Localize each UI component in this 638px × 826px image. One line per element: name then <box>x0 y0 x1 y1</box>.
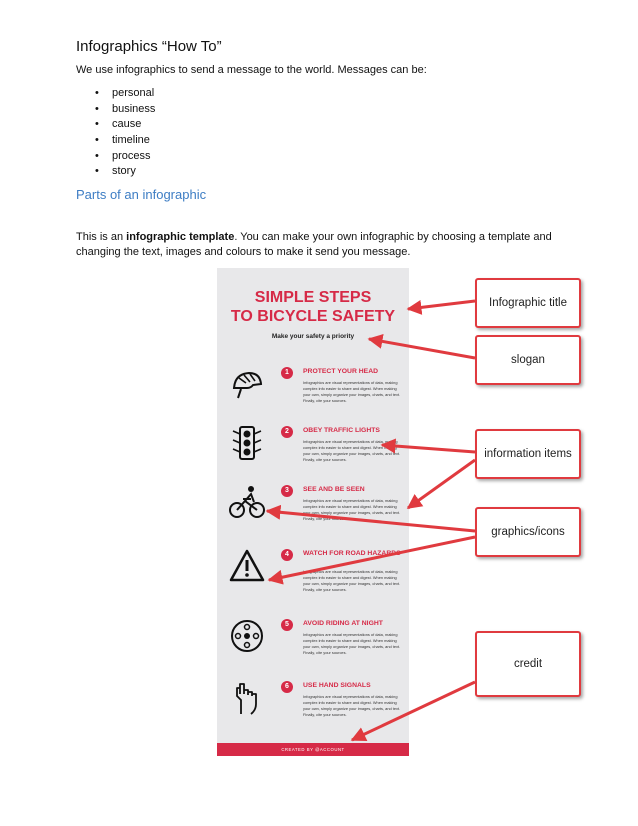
infographic-poster <box>217 268 409 756</box>
step-heading: AVOID RIDING AT NIGHT <box>303 620 383 627</box>
list-item: • cause <box>95 117 155 133</box>
list-item: • process <box>95 149 155 165</box>
warning-icon <box>229 548 265 584</box>
callout-credit: credit <box>475 631 581 697</box>
step-body: Infographics are visual representations of data, making complex info easier to share and digest. When making your own, simply organize your images, charts, and text. Finally, cite your sources. <box>303 439 401 462</box>
step-number: 1 <box>281 367 293 379</box>
para-bold: infographic template <box>126 231 235 243</box>
wheel-icon <box>229 618 265 654</box>
step-5 <box>217 618 409 676</box>
step-1 <box>217 366 409 424</box>
step-heading: SEE AND BE SEEN <box>303 486 365 493</box>
step-heading: PROTECT YOUR HEAD <box>303 368 379 375</box>
step-6 <box>217 680 409 738</box>
poster-title-line1: SIMPLE STEPS <box>254 289 372 306</box>
para-suffix: . You can make your own infographic by choosing a template and changing the text, images and colours to make it send you message. <box>76 231 552 258</box>
step-number: 3 <box>281 485 293 497</box>
step-heading: WATCH FOR ROAD HAZARDS <box>303 550 401 557</box>
step-number: 5 <box>281 619 293 631</box>
step-heading: USE HAND SIGNALS <box>303 682 371 689</box>
list-item: • business <box>95 102 155 118</box>
step-body: Infographics are visual representations of data, making complex info easier to share and digest. When making your own, simply organize your images, charts, and text. Finally, cite your sources. <box>303 380 401 403</box>
traffic-light-icon <box>229 425 265 461</box>
poster-title <box>217 288 409 326</box>
message-type-list <box>95 86 155 180</box>
intro-text: We use infographics to send a message to the world. Messages can be: <box>76 64 427 76</box>
poster-title-line2: TO BICYCLE SAFETY <box>230 308 396 325</box>
step-heading: OBEY TRAFFIC LIGHTS <box>303 427 380 434</box>
list-item: • personal <box>95 86 155 102</box>
step-number: 4 <box>281 549 293 561</box>
step-number: 2 <box>281 426 293 438</box>
section-heading: Parts of an infographic <box>76 187 207 202</box>
helmet-icon <box>229 366 265 402</box>
list-item: • timeline <box>95 133 155 149</box>
step-number: 6 <box>281 681 293 693</box>
document-title: Infographics “How To” <box>76 38 222 55</box>
step-2 <box>217 425 409 483</box>
step-body: Infographics are visual representations of data, making complex info easier to share and digest. When making your own, simply organize your images, charts, and text. Finally, cite your sources. <box>303 498 401 521</box>
cyclist-icon <box>229 484 265 520</box>
poster-credit: CREATED BY @ACCOUNT <box>217 743 409 756</box>
step-body: Infographics are visual representations of data, making complex info easier to share and digest. When making your own, simply organize your images, charts, and text. Finally, cite your sources. <box>303 694 401 717</box>
body-paragraph <box>76 230 596 260</box>
step-body: Infographics are visual representations of data, making complex info easier to share and digest. When making your own, simply organize your images, charts, and text. Finally, cite your sources. <box>303 632 401 655</box>
para-prefix: This is an <box>76 231 127 243</box>
callout-slogan: slogan <box>475 335 581 385</box>
callout-infographic-title: Infographic title <box>475 278 581 328</box>
step-4 <box>217 548 409 606</box>
arrow-info-2 <box>408 460 475 508</box>
list-item: • story <box>95 164 155 180</box>
callout-graphics-icons: graphics/icons <box>475 507 581 557</box>
hand-icon <box>229 680 265 716</box>
arrow-title <box>408 301 475 309</box>
poster-slogan: Make your safety a priority <box>271 333 355 340</box>
step-body: Infographics are visual representations of data, making complex info easier to share and digest. When making your own, simply organize your images, charts, and text. Finally, cite your sources. <box>303 569 401 592</box>
step-3 <box>217 484 409 542</box>
callout-information-items: information items <box>475 429 581 479</box>
